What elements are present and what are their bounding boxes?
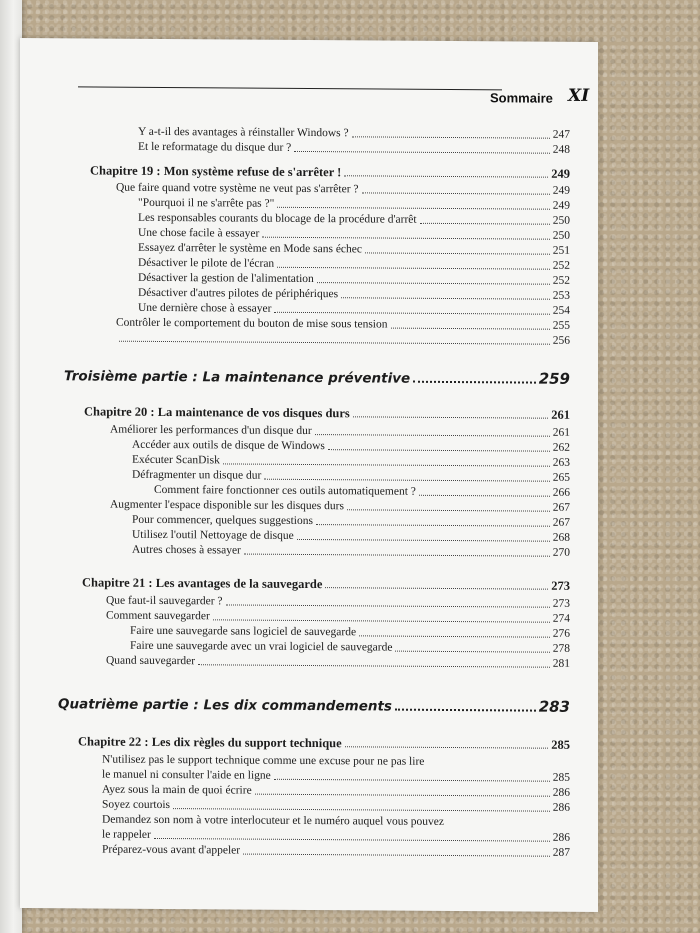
- toc-entry: Quand sauvegarder 281: [106, 654, 570, 670]
- toc-entry: Une chose facile à essayer 250: [138, 226, 570, 242]
- toc-entry: Faire une sauvegarde sans logiciel de sauvegarde 276: [130, 624, 570, 640]
- toc-entry: Pour commencer, quelques suggestions 267: [132, 513, 570, 529]
- toc-entry: Désactiver d'autres pilotes de périphériques 253: [138, 286, 570, 302]
- toc-entry: Comment faire fonctionner ces outils automatiquement ? 266: [154, 483, 570, 499]
- toc-chapter-19: Chapitre 19 : Mon système refuse de s'arrêter ! 249: [90, 163, 570, 181]
- toc-entry: Que faire quand votre système ne veut pas s'arrêter ? 249: [116, 181, 570, 197]
- toc-entry: Défragmenter un disque dur 265: [132, 468, 570, 484]
- toc-entry-continuation: 256: [116, 331, 570, 348]
- toc-entry: Soyez courtois 286: [102, 798, 570, 814]
- toc-entry: Y a-t-il des avantages à réinstaller Windows ? 247: [138, 125, 570, 141]
- toc-entry: Préparez-vous avant d'appeler 287: [102, 843, 570, 859]
- toc-entry: Augmenter l'espace disponible sur les disques durs 267: [110, 498, 570, 514]
- toc-entry: Exécuter ScanDisk 263: [132, 453, 570, 469]
- toc-chapter-22: Chapitre 22 : Les dix règles du support technique 285: [78, 734, 570, 752]
- toc-entry: Essayez d'arrêter le système en Mode sans échec 251: [138, 241, 570, 257]
- toc-chapter-20: Chapitre 20 : La maintenance de vos disques durs 261: [84, 404, 570, 422]
- header-rule: [78, 86, 502, 90]
- toc-entry: Ayez sous la main de quoi écrire 286: [102, 783, 570, 799]
- toc-entry: Les responsables courants du blocage de la procédure d'arrêt 250: [138, 211, 570, 227]
- toc-entry: Désactiver le pilote de l'écran 252: [138, 256, 570, 272]
- toc-chapter-21: Chapitre 21 : Les avantages de la sauvegarde 273: [82, 575, 570, 593]
- page-number-roman: XI: [568, 85, 590, 106]
- toc-entry: Améliorer les performances d'un disque dur 261: [110, 423, 570, 439]
- toc-part-4: Quatrième partie : Les dix commandements 283: [58, 696, 570, 716]
- toc-entry: Une dernière chose à essayer 254: [138, 301, 570, 317]
- toc-entry: Que faut-il sauvegarder ? 273: [106, 594, 570, 610]
- book-spine-edge: [0, 0, 22, 933]
- toc-entry-first-line: Demandez son nom à votre interlocuteur et le numéro auquel vous pouvez: [102, 813, 445, 828]
- toc-entry: le rappeler 286: [102, 828, 570, 844]
- toc-entry: Autres choses à essayer 270: [132, 543, 570, 559]
- toc-entry: Contrôler le comportement du bouton de mise sous tension 255: [116, 316, 570, 332]
- toc-part-3: Troisième partie : La maintenance préventive 259: [64, 368, 570, 388]
- toc-entry: "Pourquoi il ne s'arrête pas ?" 249: [138, 196, 570, 212]
- toc-entry-first-line: N'utilisez pas le support technique comme une excuse pour ne pas lire: [102, 753, 425, 768]
- toc-entry: Utilisez l'outil Nettoyage de disque 268: [132, 528, 570, 544]
- toc-entry: Désactiver la gestion de l'alimentation 252: [138, 271, 570, 287]
- toc-entry: Comment sauvegarder 274: [106, 609, 570, 625]
- toc-entry: le manuel ni consulter l'aide en ligne 285: [102, 768, 570, 784]
- toc-entry: Faire une sauvegarde avec un vrai logiciel de sauvegarde 278: [130, 639, 570, 655]
- toc-entry: Accéder aux outils de disque de Windows 262: [132, 438, 570, 454]
- book-page: [20, 38, 598, 912]
- toc-entry: Et le reformatage du disque dur ? 248: [138, 140, 570, 156]
- running-header-title: Sommaire: [490, 90, 553, 106]
